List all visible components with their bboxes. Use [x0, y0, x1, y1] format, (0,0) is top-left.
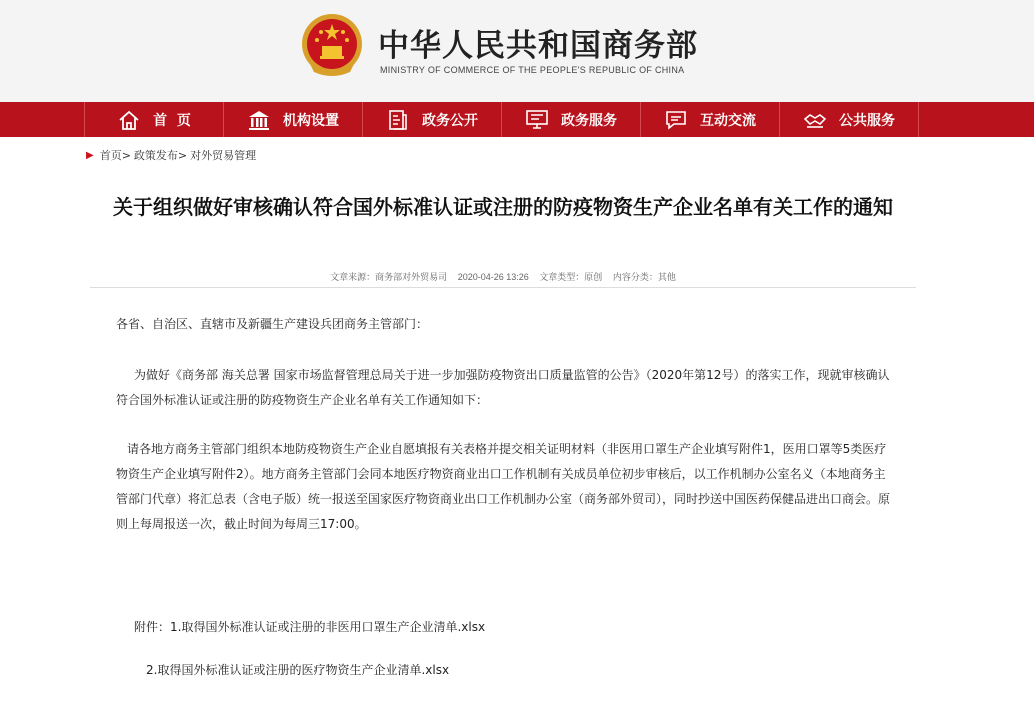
breadcrumb-foreign-trade[interactable]: 对外贸易管理	[190, 149, 257, 162]
nav-item-gov-services[interactable]	[502, 102, 641, 137]
site-header	[0, 0, 1034, 102]
article-paragraph: 请各地方商务主管部门组织本地防疫物资生产企业自愿填报有关表格并提交相关证明材料（非医用口罩生产企业填写附件1，医用口罩等5类医疗物资生产企业填写附件2）。地方商务主管部门会同本地医疗物资商业出口工作机制有关成员单位初步审核后，以工作机制办公室名义（本地商务主管部门代章）将汇总表（含电子版）统一报送至国家医疗物资商业出口工作机制办公室（商务部外贸司），同时抄送中国医药保健品进出口商会。原则上每周报送一次，截止时间为每周三17:00。	[116, 442, 891, 531]
site-subtitle: MINISTRY OF COMMERCE OF THE PEOPLE'S REPUBLIC OF CHINA	[380, 65, 685, 75]
breadcrumb-separator: >	[177, 148, 188, 162]
breadcrumb-policy[interactable]: 政策发布	[133, 149, 178, 162]
site-title[interactable]: 中华人民共和国商务部	[378, 28, 698, 64]
breadcrumb-arrow-icon: ▶	[86, 149, 94, 161]
monitor-icon	[525, 109, 549, 131]
building-icon	[247, 109, 271, 131]
article-date: 2020-04-26 13:26	[457, 272, 529, 282]
breadcrumb-separator: >	[121, 148, 131, 162]
article-meta	[90, 270, 916, 283]
nav-item-label: 政务公开	[422, 112, 478, 129]
chat-icon	[664, 109, 688, 131]
article-type: 文章类型：原创	[539, 272, 603, 282]
meta-divider	[90, 287, 916, 288]
handshake-icon	[803, 109, 827, 131]
home-icon	[117, 109, 141, 131]
attachment-link[interactable]: 附件：1.取得国外标准认证或注册的非医用口罩生产企业清单.xlsx	[134, 620, 486, 634]
nav-item-public-services[interactable]	[780, 102, 919, 137]
nav-item-label: 互动交流	[700, 112, 756, 129]
nav-item-gov-affairs[interactable]	[363, 102, 502, 137]
nav-item-interaction[interactable]	[641, 102, 780, 137]
breadcrumb-home[interactable]: 首页	[99, 149, 122, 162]
nav-item-label: 政务服务	[561, 112, 617, 129]
nav-item-label: 首 页	[153, 112, 191, 129]
article-paragraph: 为做好《商务部 海关总署 国家市场监督管理总局关于进一步加强防疫物资出口质量监管的公告》（2020年第12号）的落实工作，现就审核确认符合国外标准认证或注册的防疫物资生产企业名单有关工作通知如下：	[116, 368, 890, 407]
article-source: 文章来源：商务部对外贸易司	[330, 272, 448, 282]
nav-item-label: 机构设置	[283, 112, 339, 129]
main-nav	[0, 102, 1034, 137]
attachment-link[interactable]: 2.取得国外标准认证或注册的医疗物资生产企业清单.xlsx	[146, 663, 450, 677]
article-paragraph: 各省、自治区、直辖市及新疆生产建设兵团商务主管部门：	[116, 317, 429, 331]
article-category: 内容分类：其他	[612, 272, 676, 282]
article-title: 关于组织做好审核确认符合国外标准认证或注册的防疫物资生产企业名单有关工作的通知	[113, 195, 893, 219]
document-icon	[386, 109, 410, 131]
nav-item-organization[interactable]	[224, 102, 363, 137]
national-emblem-icon[interactable]	[300, 12, 364, 80]
nav-item-label: 公共服务	[839, 112, 895, 129]
breadcrumb	[86, 147, 256, 163]
nav-item-home[interactable]	[85, 102, 224, 137]
